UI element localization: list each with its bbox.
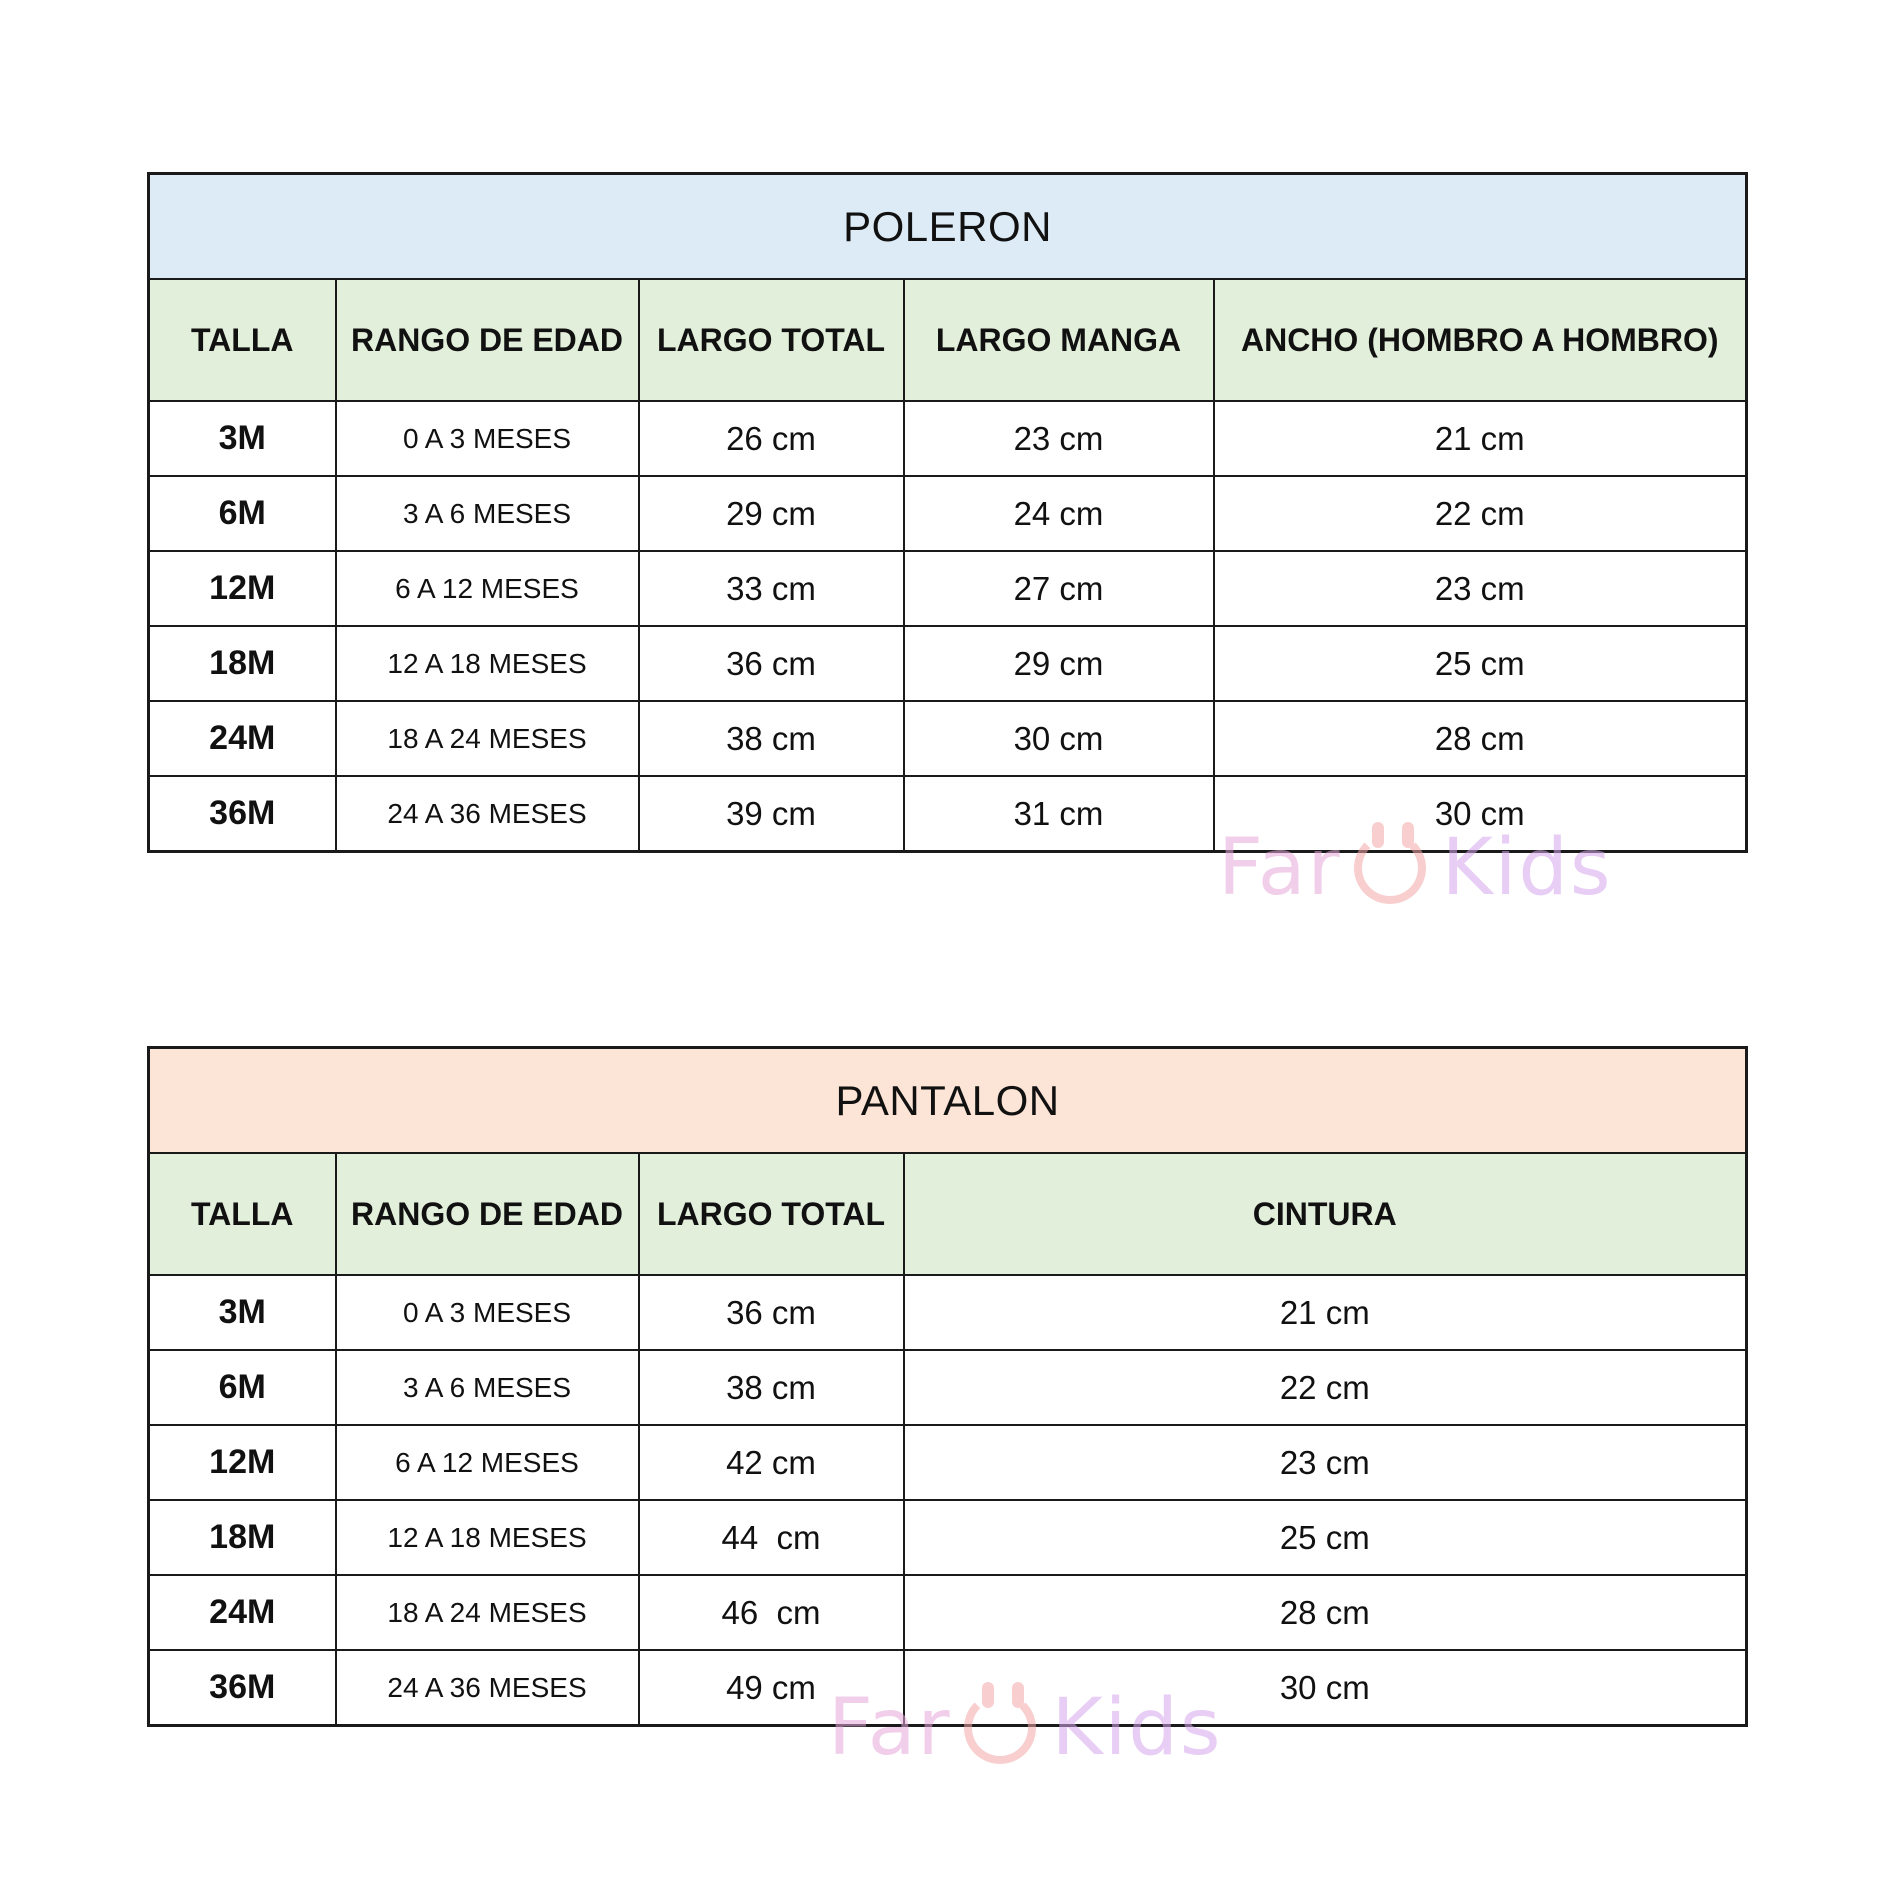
table-row: [149, 401, 1747, 476]
table-row: [149, 626, 1747, 701]
total-length-cell: 29 cm: [639, 476, 904, 551]
age-range-cell: 18 A 24 MESES: [336, 701, 639, 776]
total-length-cell: 33 cm: [639, 551, 904, 626]
sleeve-length-cell: 24 cm: [904, 476, 1214, 551]
watermark-text-kids: Kids: [1051, 1683, 1223, 1773]
table-row: [149, 476, 1747, 551]
column-header-rango-de-edad: RANGO DE EDAD: [336, 1153, 639, 1275]
age-range-cell: 0 A 3 MESES: [336, 1275, 639, 1350]
poleron-title: POLERON: [149, 174, 1747, 280]
column-header-rango-de-edad: RANGO DE EDAD: [336, 279, 639, 401]
age-range-cell: 24 A 36 MESES: [336, 1650, 639, 1726]
total-length-cell: 36 cm: [639, 626, 904, 701]
waist-cell: 22 cm: [904, 1350, 1747, 1425]
table-row: [149, 1575, 1747, 1650]
total-length-cell: 42 cm: [639, 1425, 904, 1500]
age-range-cell: 6 A 12 MESES: [336, 1425, 639, 1500]
table-row: [149, 776, 1747, 852]
age-range-cell: 6 A 12 MESES: [336, 551, 639, 626]
size-cell: 3M: [149, 1275, 336, 1350]
column-header-talla: TALLA: [149, 1153, 336, 1275]
column-header-largo-total: LARGO TOTAL: [639, 279, 904, 401]
size-cell: 12M: [149, 551, 336, 626]
size-cell: 18M: [149, 626, 336, 701]
table-row: [149, 701, 1747, 776]
total-length-cell: 26 cm: [639, 401, 904, 476]
shoulder-width-cell: 23 cm: [1214, 551, 1747, 626]
table-row: [149, 1425, 1747, 1500]
age-range-cell: 0 A 3 MESES: [336, 401, 639, 476]
age-range-cell: 18 A 24 MESES: [336, 1575, 639, 1650]
size-cell: 36M: [149, 1650, 336, 1726]
size-cell: 12M: [149, 1425, 336, 1500]
waist-cell: 25 cm: [904, 1500, 1747, 1575]
pantalon-size-table: [147, 1046, 1748, 1727]
sleeve-length-cell: 31 cm: [904, 776, 1214, 852]
shoulder-width-cell: 25 cm: [1214, 626, 1747, 701]
poleron-title-row: [149, 174, 1747, 280]
age-range-cell: 12 A 18 MESES: [336, 626, 639, 701]
shoulder-width-cell: 22 cm: [1214, 476, 1747, 551]
waist-cell: 30 cm: [904, 1650, 1747, 1726]
column-header-largo-total: LARGO TOTAL: [639, 1153, 904, 1275]
table-row: [149, 1275, 1747, 1350]
total-length-cell: 46 cm: [639, 1575, 904, 1650]
watermark-text-far: Far: [1218, 823, 1342, 913]
shoulder-width-cell: 28 cm: [1214, 701, 1747, 776]
size-cell: 24M: [149, 701, 336, 776]
sleeve-length-cell: 30 cm: [904, 701, 1214, 776]
total-length-cell: 44 cm: [639, 1500, 904, 1575]
waist-cell: 21 cm: [904, 1275, 1747, 1350]
waist-cell: 28 cm: [904, 1575, 1747, 1650]
table-row: [149, 1650, 1747, 1726]
sleeve-length-cell: 27 cm: [904, 551, 1214, 626]
age-range-cell: 12 A 18 MESES: [336, 1500, 639, 1575]
age-range-cell: 3 A 6 MESES: [336, 1350, 639, 1425]
poleron-size-table: [147, 172, 1748, 853]
total-length-cell: 38 cm: [639, 1350, 904, 1425]
column-header-cintura: CINTURA: [904, 1153, 1747, 1275]
size-cell: 6M: [149, 1350, 336, 1425]
column-header-talla: TALLA: [149, 279, 336, 401]
size-cell: 3M: [149, 401, 336, 476]
pantalon-title-row: [149, 1048, 1747, 1154]
total-length-cell: 39 cm: [639, 776, 904, 852]
waist-cell: 23 cm: [904, 1425, 1747, 1500]
age-range-cell: 24 A 36 MESES: [336, 776, 639, 852]
size-cell: 18M: [149, 1500, 336, 1575]
watermark-text-far: Far: [828, 1683, 952, 1773]
column-header-ancho: ANCHO (HOMBRO A HOMBRO): [1214, 279, 1747, 401]
column-header-largo-manga: LARGO MANGA: [904, 279, 1214, 401]
total-length-cell: 36 cm: [639, 1275, 904, 1350]
sleeve-length-cell: 23 cm: [904, 401, 1214, 476]
size-cell: 36M: [149, 776, 336, 852]
total-length-cell: 49 cm: [639, 1650, 904, 1726]
pantalon-header-row: [149, 1153, 1747, 1275]
watermark-text-kids: Kids: [1441, 823, 1613, 913]
age-range-cell: 3 A 6 MESES: [336, 476, 639, 551]
size-cell: 6M: [149, 476, 336, 551]
table-row: [149, 1350, 1747, 1425]
size-cell: 24M: [149, 1575, 336, 1650]
sleeve-length-cell: 29 cm: [904, 626, 1214, 701]
table-row: [149, 551, 1747, 626]
shoulder-width-cell: 30 cm: [1214, 776, 1747, 852]
poleron-header-row: [149, 279, 1747, 401]
table-row: [149, 1500, 1747, 1575]
total-length-cell: 38 cm: [639, 701, 904, 776]
pantalon-title: PANTALON: [149, 1048, 1747, 1154]
shoulder-width-cell: 21 cm: [1214, 401, 1747, 476]
